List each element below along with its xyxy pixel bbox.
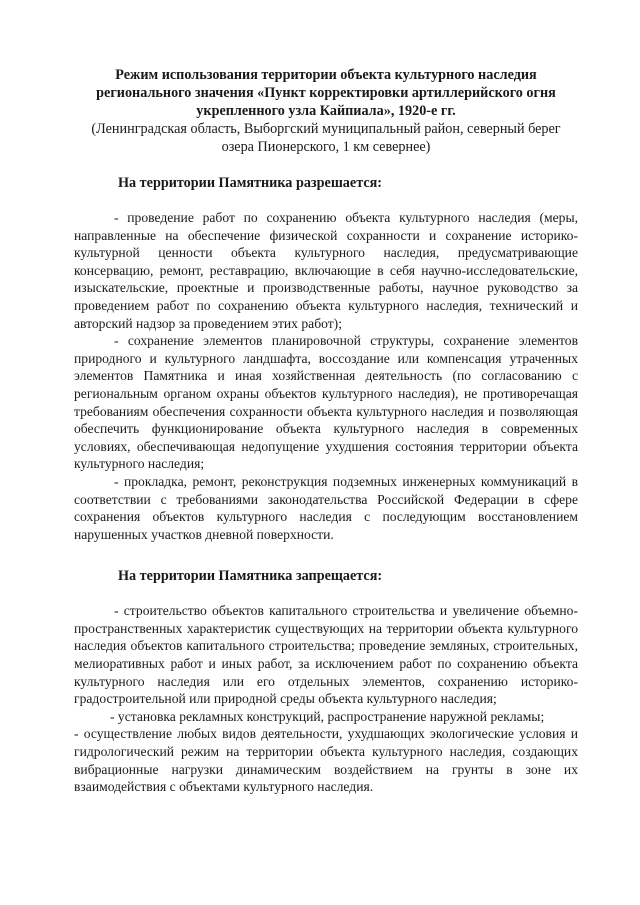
- prohibited-heading: На территории Памятника запрещается:: [118, 568, 383, 585]
- allowed-item: - проведение работ по сохранению объекта культурного наследия (меры, направленные на обеспечение физической сохранности и сохранение историко-культурной ценности объекта культурного наследия, предусматривающие консервацию, ремонт, реставрацию, включающие в себя научно-исследовательские, изыскательские, проектные и производственные работы, научное руководство за проведением работ по сохранению объекта культурного наследия, технический и авторский надзор за проведением этих работ);: [74, 210, 578, 331]
- document-subtitle: (Ленинградская область, Выборгский муниципальный район, северный берег озера Пионерского, 1 км севернее): [91, 121, 561, 155]
- allowed-item: - сохранение элементов планировочной структуры, сохранение элементов природного и культурного ландшафта, воссоздание или компенсация утраченных элементов Памятника и иная хозяйственная деятельность (по согласованию с региональным органом охраны объектов культурного наследия), не противоречащая требованиям обеспечения сохранности объекта культурного наследия и позволяющая обеспечить функционирование объекта культурного наследия в современных условиях, обеспечивающая недопущение ухудшения состояния территории объекта культурного наследия;: [74, 333, 578, 472]
- document-title: Режим использования территории объекта культурного наследия регионального значения «Пункт корректировки артиллерийского огня укрепленного узла Кайпиала», 1920-е гг.: [96, 67, 556, 119]
- prohibited-item: - установка рекламных конструкций, распространение наружной рекламы;: [110, 708, 545, 724]
- prohibited-item: - осуществление любых видов деятельности, ухудшающих экологические условия и гидрологический режим на территории объекта культурного наследия, создающих вибрационные нагрузки динамическим воздействием на грунты в зоне их взаимодействия с объектами культурного наследия.: [74, 726, 578, 795]
- allowed-heading: На территории Памятника разрешается:: [118, 175, 383, 191]
- prohibited-item: - строительство объектов капитального строительства и увеличение объемно-пространственных характеристик существующих на территории объекта культурного наследия объектов капитального строительства; проведение земляных, строительных, мелиоративных работ и иных работ, за исключением работ по сохранению объекта культурного наследия или его отдельных элементов, сохранению историко-градостроительной или природной среды объекта культурного наследия;: [74, 603, 578, 707]
- allowed-item: - прокладка, ремонт, реконструкция подземных инженерных коммуникаций в соответствии с требованиями законодательства Российской Федерации в сфере сохранения объектов культурного наследия с последующим восстановлением нарушенных участков дневной поверхности.: [74, 473, 578, 542]
